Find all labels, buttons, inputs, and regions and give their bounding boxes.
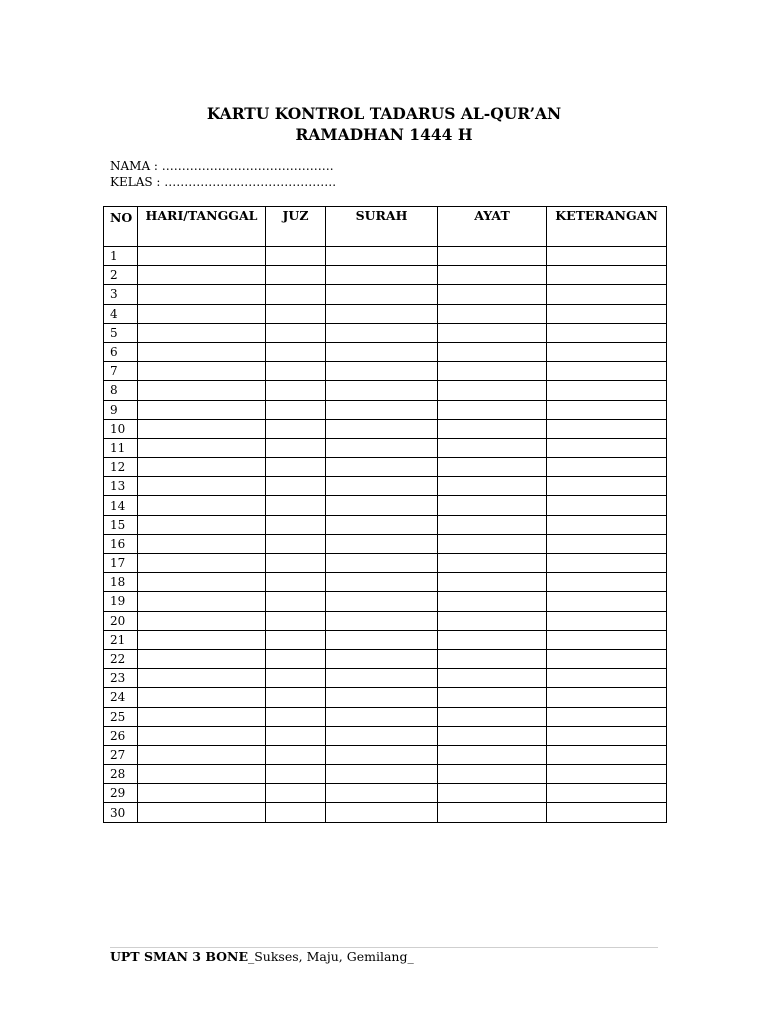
ayat-cell[interactable] [438,285,547,304]
row-number: 10 [104,419,138,438]
surah-cell[interactable] [326,458,438,477]
surah-cell[interactable] [326,726,438,745]
row-number: 27 [104,745,138,764]
ayat-cell[interactable] [438,515,547,534]
keterangan-cell[interactable] [547,726,667,745]
footer-school: UPT SMAN 3 BONE [110,949,248,964]
hari-tanggal-cell[interactable] [138,669,266,688]
juz-cell[interactable] [266,745,326,764]
surah-cell[interactable] [326,438,438,457]
juz-cell[interactable] [266,342,326,361]
surah-cell[interactable] [326,765,438,784]
ayat-cell[interactable] [438,726,547,745]
footer-divider [110,947,658,948]
ayat-cell[interactable] [438,669,547,688]
row-number: 28 [104,765,138,784]
ayat-cell[interactable] [438,400,547,419]
header-hari-tanggal: HARI/TANGGAL [138,207,266,247]
hari-tanggal-cell[interactable] [138,649,266,668]
row-number: 21 [104,630,138,649]
header-ayat: AYAT [438,207,547,247]
ayat-cell[interactable] [438,745,547,764]
table-row [104,419,667,438]
table-row [104,803,667,822]
keterangan-cell[interactable] [547,630,667,649]
surah-cell[interactable] [326,803,438,822]
keterangan-cell[interactable] [547,669,667,688]
surah-cell[interactable] [326,745,438,764]
keterangan-cell[interactable] [547,381,667,400]
hari-tanggal-cell[interactable] [138,745,266,764]
row-number: 12 [104,458,138,477]
keterangan-cell[interactable] [547,611,667,630]
hari-tanggal-cell[interactable] [138,400,266,419]
juz-cell[interactable] [266,573,326,592]
hari-tanggal-cell[interactable] [138,726,266,745]
ayat-cell[interactable] [438,247,547,266]
keterangan-cell[interactable] [547,554,667,573]
surah-cell[interactable] [326,266,438,285]
juz-cell[interactable] [266,266,326,285]
juz-cell[interactable] [266,285,326,304]
hari-tanggal-cell[interactable] [138,304,266,323]
juz-cell[interactable] [266,247,326,266]
surah-cell[interactable] [326,304,438,323]
hari-tanggal-cell[interactable] [138,630,266,649]
row-number: 16 [104,534,138,553]
keterangan-cell[interactable] [547,342,667,361]
hari-tanggal-cell[interactable] [138,477,266,496]
juz-cell[interactable] [266,458,326,477]
table-row [104,784,667,803]
keterangan-cell[interactable] [547,304,667,323]
surah-cell[interactable] [326,400,438,419]
table-row [104,573,667,592]
ayat-cell[interactable] [438,573,547,592]
juz-cell[interactable] [266,362,326,381]
keterangan-cell[interactable] [547,707,667,726]
ayat-cell[interactable] [438,688,547,707]
hari-tanggal-cell[interactable] [138,554,266,573]
ayat-cell[interactable] [438,438,547,457]
surah-cell[interactable] [326,573,438,592]
surah-cell[interactable] [326,784,438,803]
surah-cell[interactable] [326,707,438,726]
row-number: 26 [104,726,138,745]
table-row [104,285,667,304]
row-number: 11 [104,438,138,457]
juz-cell[interactable] [266,419,326,438]
row-number: 15 [104,515,138,534]
hari-tanggal-cell[interactable] [138,592,266,611]
juz-cell[interactable] [266,765,326,784]
juz-cell[interactable] [266,381,326,400]
table-row [104,266,667,285]
table-row [104,342,667,361]
table-row [104,304,667,323]
row-number: 13 [104,477,138,496]
control-table [103,206,667,823]
row-number: 6 [104,342,138,361]
juz-cell[interactable] [266,649,326,668]
juz-cell[interactable] [266,477,326,496]
keterangan-cell[interactable] [547,534,667,553]
table-row [104,630,667,649]
ayat-cell[interactable] [438,477,547,496]
keterangan-cell[interactable] [547,477,667,496]
hari-tanggal-cell[interactable] [138,458,266,477]
keterangan-cell[interactable] [547,515,667,534]
ayat-cell[interactable] [438,592,547,611]
document-title: KARTU KONTROL TADARUS AL-QUR’AN [206,104,562,123]
hari-tanggal-cell[interactable] [138,323,266,342]
keterangan-cell[interactable] [547,400,667,419]
hari-tanggal-cell[interactable] [138,707,266,726]
row-number: 1 [104,247,138,266]
table-row [104,362,667,381]
keterangan-cell[interactable] [547,649,667,668]
row-number: 4 [104,304,138,323]
surah-cell[interactable] [326,342,438,361]
hari-tanggal-cell[interactable] [138,765,266,784]
ayat-cell[interactable] [438,649,547,668]
table-row [104,707,667,726]
surah-cell[interactable] [326,630,438,649]
row-number: 22 [104,649,138,668]
header-surah: SURAH [326,207,438,247]
ayat-cell[interactable] [438,630,547,649]
row-number: 29 [104,784,138,803]
table-row [104,649,667,668]
keterangan-cell[interactable] [547,745,667,764]
table-row [104,381,667,400]
keterangan-cell[interactable] [547,573,667,592]
keterangan-cell[interactable] [547,438,667,457]
surah-cell[interactable] [326,554,438,573]
table-row [104,688,667,707]
document-subtitle: RAMADHAN 1444 H [295,125,473,144]
surah-cell[interactable] [326,649,438,668]
table-row [104,669,667,688]
hari-tanggal-cell[interactable] [138,534,266,553]
surah-cell[interactable] [326,323,438,342]
juz-cell[interactable] [266,669,326,688]
table-row [104,726,667,745]
ayat-cell[interactable] [438,342,547,361]
row-number: 19 [104,592,138,611]
juz-cell[interactable] [266,726,326,745]
row-number: 24 [104,688,138,707]
keterangan-cell[interactable] [547,419,667,438]
row-number: 25 [104,707,138,726]
juz-cell[interactable] [266,592,326,611]
keterangan-cell[interactable] [547,784,667,803]
ayat-cell[interactable] [438,765,547,784]
surah-cell[interactable] [326,611,438,630]
keterangan-cell[interactable] [547,765,667,784]
table-row [104,554,667,573]
keterangan-cell[interactable] [547,323,667,342]
juz-cell[interactable] [266,323,326,342]
row-number: 30 [104,803,138,822]
ayat-cell[interactable] [438,554,547,573]
keterangan-cell[interactable] [547,285,667,304]
hari-tanggal-cell[interactable] [138,285,266,304]
juz-cell[interactable] [266,707,326,726]
surah-cell[interactable] [326,515,438,534]
hari-tanggal-cell[interactable] [138,362,266,381]
juz-cell[interactable] [266,803,326,822]
nama-field: NAMA : ……………………………………. [110,159,334,173]
row-number: 14 [104,496,138,515]
table-row [104,534,667,553]
juz-cell[interactable] [266,438,326,457]
table-row [104,496,667,515]
juz-cell[interactable] [266,784,326,803]
hari-tanggal-cell[interactable] [138,438,266,457]
surah-cell[interactable] [326,477,438,496]
surah-cell[interactable] [326,247,438,266]
juz-cell[interactable] [266,554,326,573]
juz-cell[interactable] [266,304,326,323]
ayat-cell[interactable] [438,784,547,803]
row-number: 2 [104,266,138,285]
ayat-cell[interactable] [438,381,547,400]
juz-cell[interactable] [266,515,326,534]
juz-cell[interactable] [266,400,326,419]
keterangan-cell[interactable] [547,362,667,381]
surah-cell[interactable] [326,592,438,611]
keterangan-cell[interactable] [547,458,667,477]
row-number: 5 [104,323,138,342]
table-row [104,323,667,342]
header-juz: JUZ [266,207,326,247]
row-number: 18 [104,573,138,592]
footer-motto: _Sukses, Maju, Gemilang_ [247,949,414,964]
row-number: 20 [104,611,138,630]
table-row [104,247,667,266]
hari-tanggal-cell[interactable] [138,803,266,822]
ayat-cell[interactable] [438,458,547,477]
table-header-row [104,207,667,247]
juz-cell[interactable] [266,611,326,630]
table-row [104,477,667,496]
keterangan-cell[interactable] [547,496,667,515]
hari-tanggal-cell[interactable] [138,247,266,266]
hari-tanggal-cell[interactable] [138,266,266,285]
ayat-cell[interactable] [438,803,547,822]
table-row [104,611,667,630]
surah-cell[interactable] [326,534,438,553]
ayat-cell[interactable] [438,362,547,381]
surah-cell[interactable] [326,381,438,400]
surah-cell[interactable] [326,496,438,515]
ayat-cell[interactable] [438,419,547,438]
hari-tanggal-cell[interactable] [138,515,266,534]
hari-tanggal-cell[interactable] [138,496,266,515]
table-row [104,592,667,611]
ayat-cell[interactable] [438,323,547,342]
surah-cell[interactable] [326,362,438,381]
hari-tanggal-cell[interactable] [138,419,266,438]
table-row [104,438,667,457]
ayat-cell[interactable] [438,304,547,323]
footer [110,949,414,965]
keterangan-cell[interactable] [547,592,667,611]
ayat-cell[interactable] [438,534,547,553]
surah-cell[interactable] [326,688,438,707]
row-number: 3 [104,285,138,304]
row-number: 9 [104,400,138,419]
keterangan-cell[interactable] [547,688,667,707]
row-number: 17 [104,554,138,573]
row-number: 8 [104,381,138,400]
keterangan-cell[interactable] [547,247,667,266]
table-row [104,400,667,419]
ayat-cell[interactable] [438,496,547,515]
hari-tanggal-cell[interactable] [138,688,266,707]
table-row [104,515,667,534]
table-row [104,765,667,784]
row-number: 7 [104,362,138,381]
juz-cell[interactable] [266,496,326,515]
surah-cell[interactable] [326,419,438,438]
kelas-field: KELAS : ……………………………………. [110,175,337,189]
ayat-cell[interactable] [438,707,547,726]
juz-cell[interactable] [266,534,326,553]
surah-cell[interactable] [326,669,438,688]
juz-cell[interactable] [266,630,326,649]
surah-cell[interactable] [326,285,438,304]
hari-tanggal-cell[interactable] [138,784,266,803]
table-row [104,745,667,764]
hari-tanggal-cell[interactable] [138,611,266,630]
table-row [104,458,667,477]
ayat-cell[interactable] [438,611,547,630]
hari-tanggal-cell[interactable] [138,381,266,400]
row-number: 23 [104,669,138,688]
hari-tanggal-cell[interactable] [138,342,266,361]
keterangan-cell[interactable] [547,266,667,285]
hari-tanggal-cell[interactable] [138,573,266,592]
header-no: NO [104,207,138,247]
juz-cell[interactable] [266,688,326,707]
ayat-cell[interactable] [438,266,547,285]
keterangan-cell[interactable] [547,803,667,822]
header-keterangan: KETERANGAN [547,207,667,247]
